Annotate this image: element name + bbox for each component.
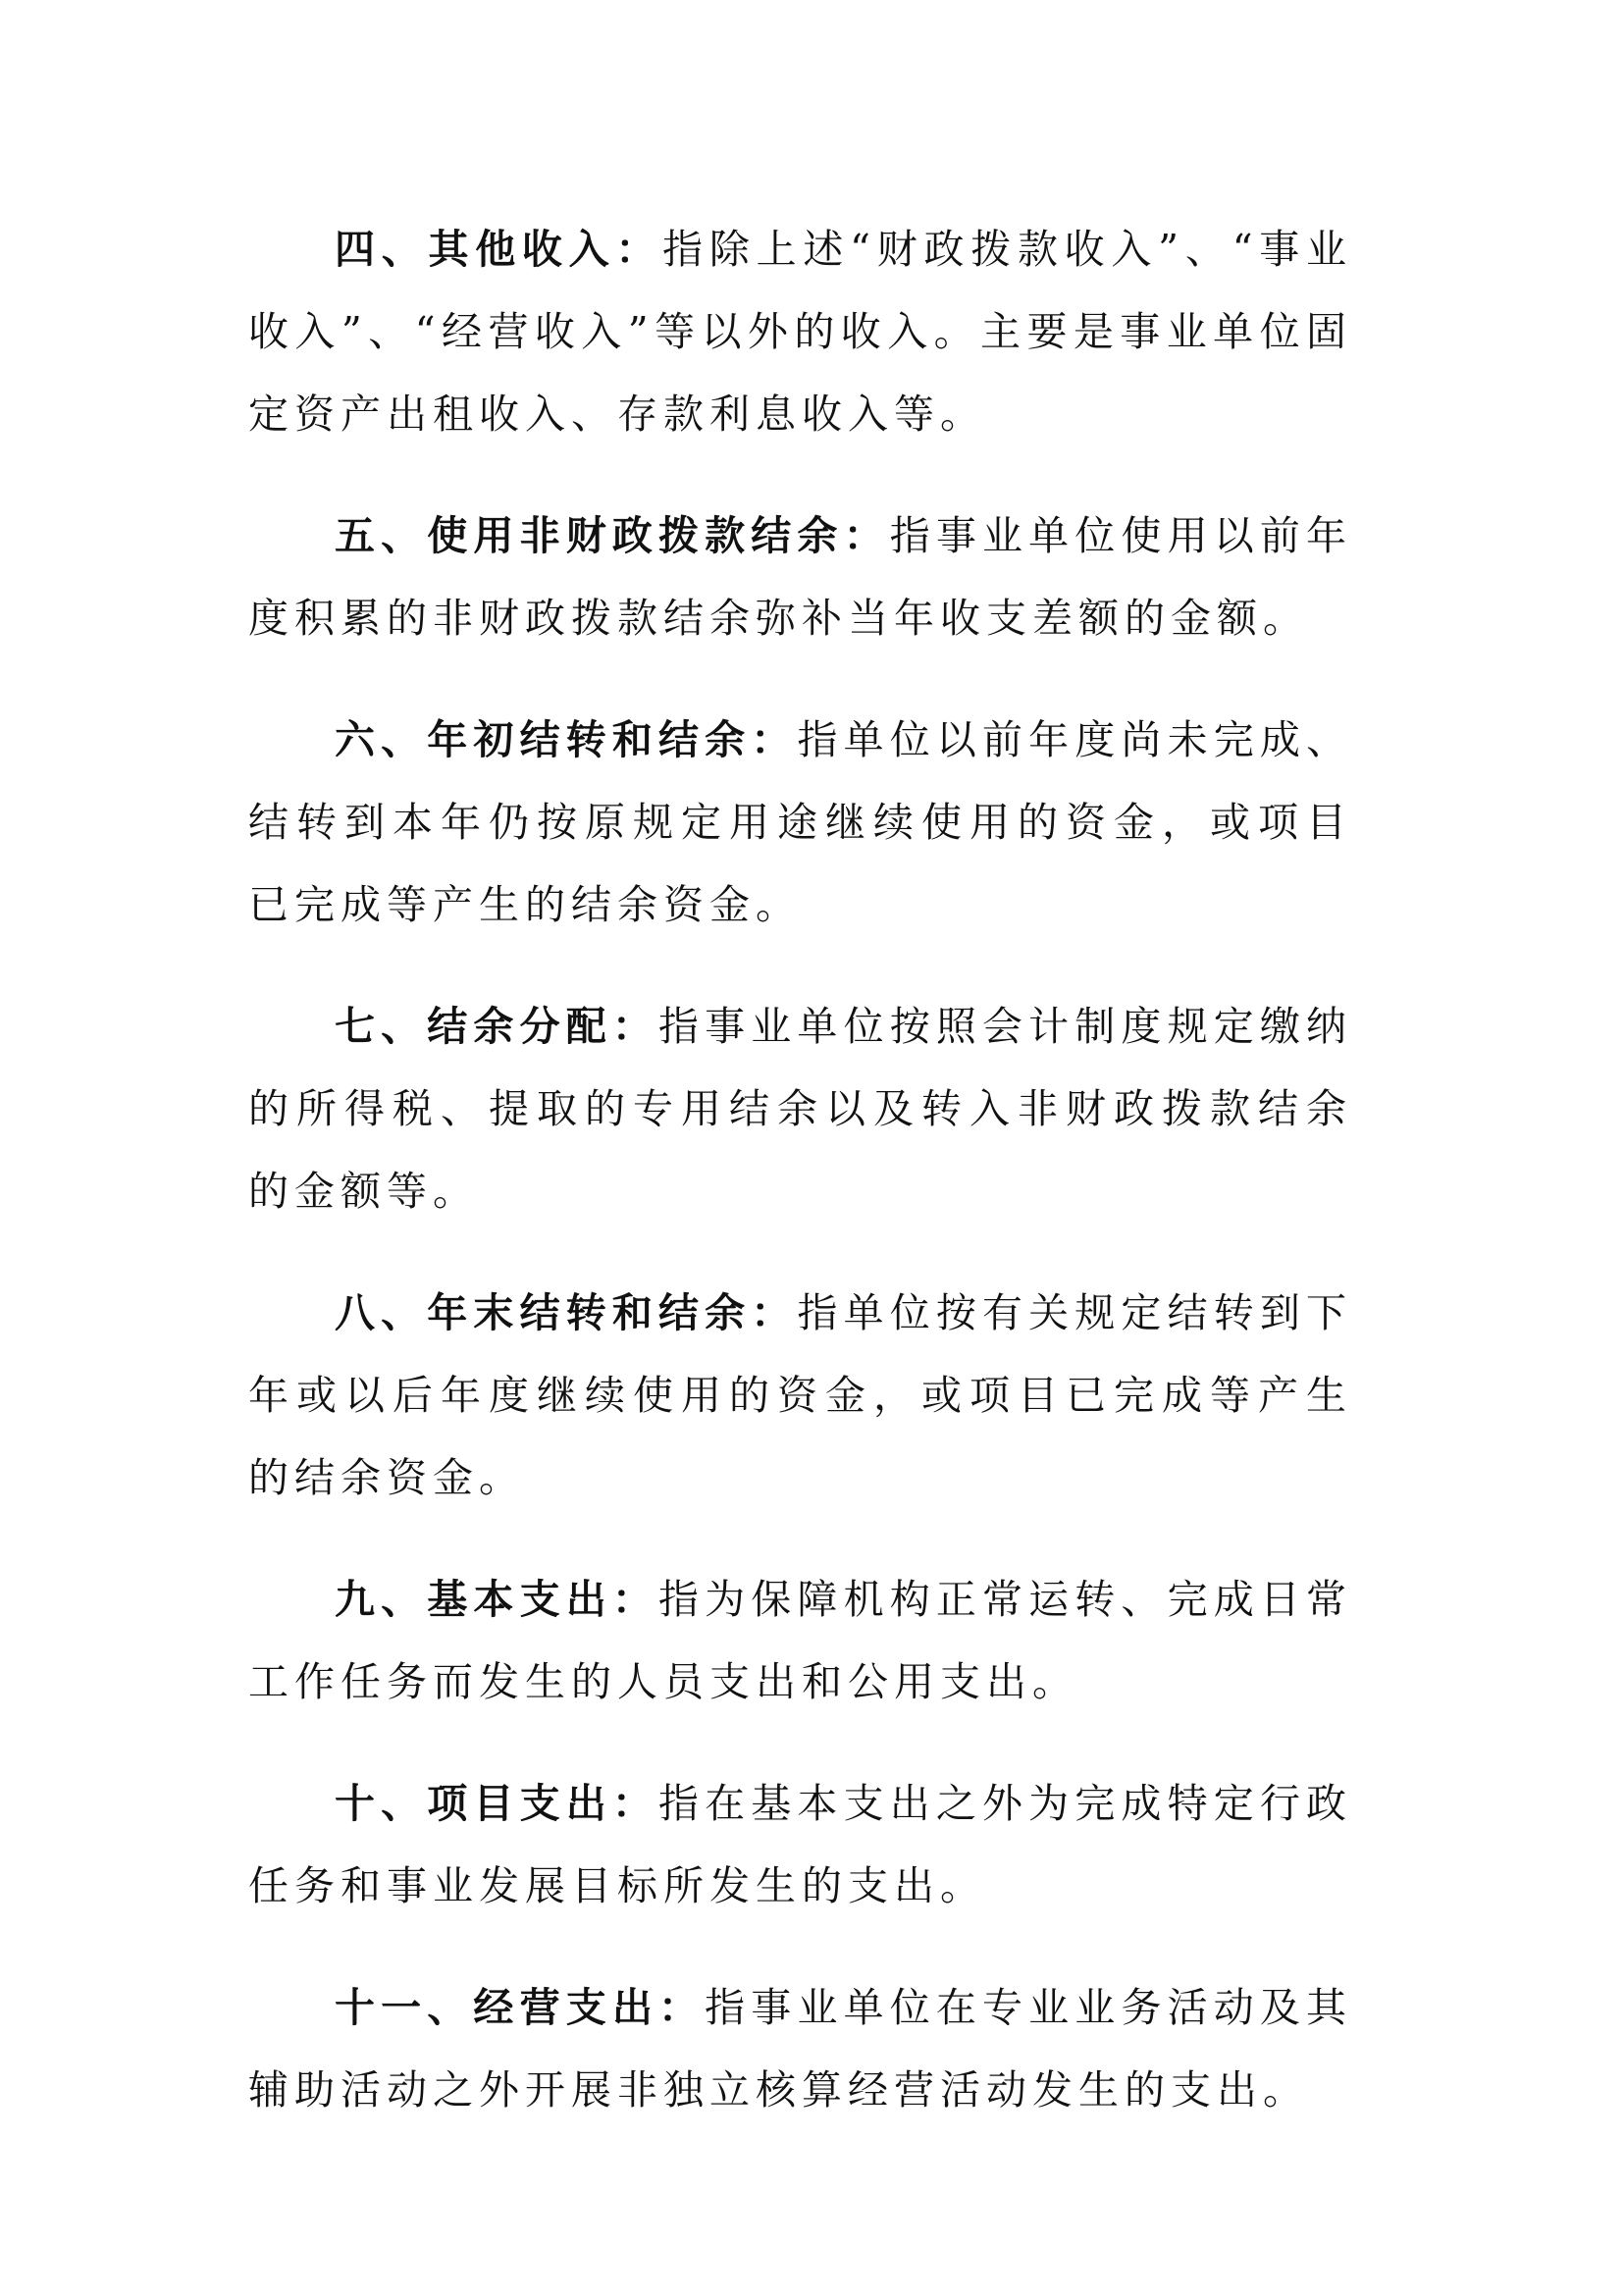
definition-basic-expenditure xyxy=(248,1558,1352,1723)
definition-closing-carryover xyxy=(248,1272,1352,1519)
definition-project-expenditure xyxy=(248,1762,1352,1927)
definition-text: 指事业单位使用以前年度积累的非财政拨款结余弥补当年收支差额的金额。 xyxy=(248,512,1353,642)
definition-other-income xyxy=(248,208,1352,455)
term-label: 九、基本支出： xyxy=(335,1576,658,1623)
document-page xyxy=(248,208,1352,2131)
definition-text: 指单位按有关规定结转到下年或以后年度继续使用的资金，或项目已完成等产生的结余资金。 xyxy=(248,1289,1353,1501)
definition-text: 指单位以前年度尚未完成、结转到本年仍按原规定用途继续使用的资金，或项目已完成等产生的结余资金。 xyxy=(248,716,1353,928)
term-label: 七、结余分配： xyxy=(335,1003,658,1050)
definition-text: 指除上述“财政拨款收入”、“事业收入”、“经营收入”等以外的收入。主要是事业单位固定资产出租收入、存款利息收入等。 xyxy=(248,226,1352,438)
term-label: 十、项目支出： xyxy=(335,1780,658,1827)
definition-surplus-distribution xyxy=(248,985,1352,1232)
term-label: 四、其他收入： xyxy=(335,226,663,273)
term-label: 十一、经营支出： xyxy=(335,1984,706,2031)
definition-non-fiscal-surplus-use xyxy=(248,495,1352,659)
definition-opening-carryover xyxy=(248,699,1352,946)
term-label: 五、使用非财政拨款结余： xyxy=(335,512,890,559)
definition-text: 指事业单位在专业业务活动及其辅助活动之外开展非独立核算经营活动发生的支出。 xyxy=(248,1984,1353,2113)
definition-operating-expenditure xyxy=(248,1966,1352,2131)
definition-text: 指为保障机构正常运转、完成日常工作任务而发生的人员支出和公用支出。 xyxy=(248,1576,1352,1705)
term-label: 八、年末结转和结余： xyxy=(335,1289,798,1336)
definition-text: 指在基本支出之外为完成特定行政任务和事业发展目标所发生的支出。 xyxy=(248,1780,1352,1909)
definition-text: 指事业单位按照会计制度规定缴纳的所得税、提取的专用结余以及转入非财政拨款结余的金额等。 xyxy=(248,1003,1352,1215)
term-label: 六、年初结转和结余： xyxy=(335,716,798,763)
